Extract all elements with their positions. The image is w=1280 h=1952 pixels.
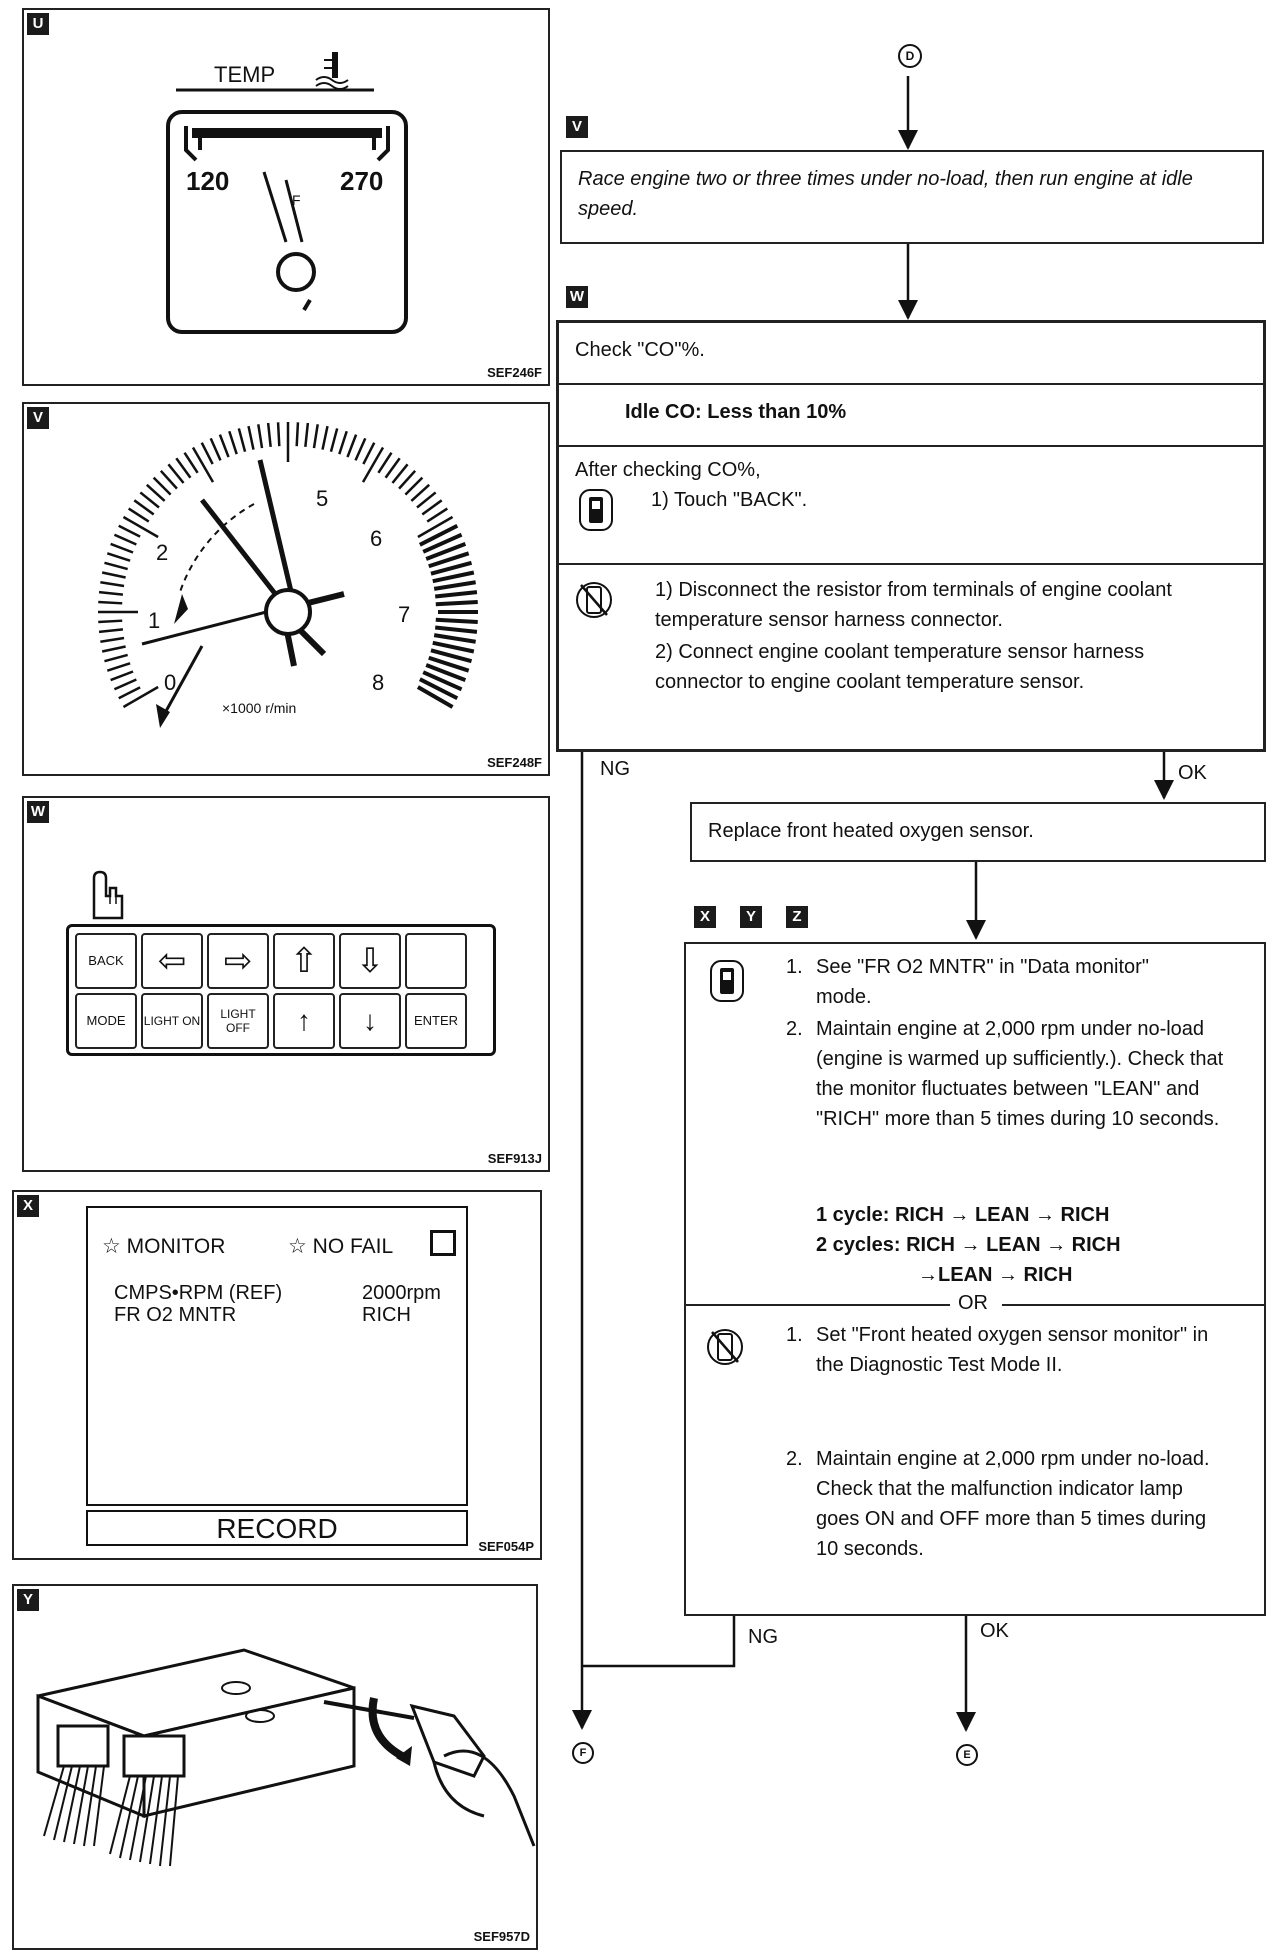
ok-label: OK: [1178, 762, 1207, 784]
mode-button[interactable]: MODE: [75, 993, 137, 1049]
temp-pointer-label: F: [292, 192, 301, 208]
no-tools-icon: [706, 1324, 744, 1370]
nonconsult-step-2: Maintain engine at 2,000 rpm under no-load. Check that the malfunction indicator lamp goes ON and OFF more than 5 times during 10 seconds.: [816, 1448, 1210, 1560]
consult-step-2: Maintain engine at 2,000 rpm under no-load (engine is warmed up sufficiently.). Check that the monitor fluctuates between "LEAN" and "RICH" more than 5 times during 10 seconds.: [816, 1018, 1224, 1130]
cycle-2-continued: →LEAN → RICH: [918, 1264, 1073, 1286]
light-on-button[interactable]: LIGHT ON: [141, 993, 203, 1049]
temp-scale-min: 120: [186, 166, 230, 196]
light-off-button[interactable]: LIGHT OFF: [207, 993, 269, 1049]
ng-label: NG: [748, 1626, 778, 1648]
nonconsult-step-1: Set "Front heated oxygen sensor monitor" in the Diagnostic Test Mode II.: [816, 1324, 1209, 1376]
monitor-row-label: CMPS•RPM (REF): [114, 1282, 283, 1304]
no-tools-icon: [575, 577, 613, 623]
monitor-row-value: RICH: [362, 1304, 411, 1326]
check-co-row: [559, 323, 1263, 385]
step-replace-sensor: [690, 802, 1266, 862]
left-arrow-button[interactable]: ⇦: [141, 933, 203, 989]
no-fail-heading: ☆ NO FAIL: [288, 1235, 394, 1258]
check-co-text: Check "CO"%.: [575, 339, 705, 361]
record-button[interactable]: RECORD: [86, 1510, 468, 1546]
panel-tag: V: [27, 407, 49, 429]
ng-label: NG: [600, 758, 630, 780]
panel-tag: U: [27, 13, 49, 35]
figure-code: SEF054P: [478, 1539, 534, 1554]
or-divider-line: [686, 1304, 950, 1306]
step-number: 2.: [786, 1018, 803, 1040]
disconnect-step: 1) Disconnect the resistor from terminals of engine coolant temperature sensor harness connector.: [655, 579, 1172, 631]
tach-tick-label: 0: [164, 670, 177, 695]
panel-tag: W: [27, 801, 49, 823]
connector-d: D: [898, 44, 922, 68]
step-tag: Z: [786, 906, 808, 928]
consult-tester-icon: [577, 487, 615, 533]
step-tag: W: [566, 286, 588, 308]
step-number: 1.: [786, 956, 803, 978]
tach-tick-label: 6: [370, 526, 383, 551]
tach-tick-label: 5: [316, 486, 329, 511]
back-button[interactable]: BACK: [75, 933, 137, 989]
or-label: OR: [958, 1292, 988, 1314]
panel-tag: X: [17, 1195, 39, 1217]
figure-code: SEF246F: [487, 365, 542, 380]
after-check-text: After checking CO%,: [575, 459, 761, 481]
up-arrow-button[interactable]: ⇧: [273, 933, 335, 989]
monitor-row-value: 2000rpm: [362, 1282, 441, 1304]
consult-step-1: See "FR O2 MNTR" in "Data monitor" mode.: [816, 956, 1149, 1008]
ok-label: OK: [980, 1620, 1009, 1642]
monitor-heading: ☆ MONITOR: [102, 1235, 226, 1258]
temp-scale-max: 270: [340, 166, 384, 196]
figure-code: SEF913J: [487, 1151, 542, 1166]
replace-text: Replace front heated oxygen sensor.: [708, 820, 1034, 842]
or-divider-line: [1002, 1304, 1264, 1306]
no-tools-row: [559, 563, 1263, 749]
step-number: 2.: [786, 1448, 803, 1470]
connect-step: 2) Connect engine coolant temperature sensor harness connector to engine coolant temperature sensor.: [655, 641, 1145, 693]
step-tag: Y: [740, 906, 762, 928]
cycle-1: 1 cycle: RICH → LEAN → RICH: [816, 1204, 1110, 1226]
after-check-row: [559, 445, 1263, 565]
consult-tester-icon: [708, 958, 746, 1004]
step-tag: V: [566, 116, 588, 138]
step-race-engine: [560, 150, 1264, 244]
tach-unit: ×1000 r/min: [222, 700, 297, 716]
temp-title: TEMP: [214, 62, 276, 87]
connector-e: E: [956, 1744, 978, 1766]
figure-code: SEF248F: [487, 755, 542, 770]
touch-back-text: 1) Touch "BACK".: [651, 489, 808, 511]
step-check-co: [556, 320, 1266, 752]
tach-tick-label: 1: [148, 608, 161, 633]
figure-code: SEF957D: [473, 1929, 530, 1944]
step-text: Race engine two or three times under no-load, then run engine at idle speed.: [578, 168, 1193, 220]
cycle-2: 2 cycles: RICH → LEAN → RICH: [816, 1234, 1121, 1256]
scroll-up-button[interactable]: ↑: [273, 993, 335, 1049]
connector-f: F: [572, 1742, 594, 1764]
step-number: 1.: [786, 1324, 803, 1346]
right-arrow-button[interactable]: ⇨: [207, 933, 269, 989]
step-tag: X: [694, 906, 716, 928]
down-arrow-button[interactable]: ⇩: [339, 933, 401, 989]
monitor-row-label: FR O2 MNTR: [114, 1304, 237, 1326]
tach-tick-label: 8: [372, 670, 385, 695]
idle-co-text: Idle CO: Less than 10%: [625, 401, 847, 423]
tach-tick-label: 2: [156, 540, 169, 565]
idle-co-row: [559, 383, 1263, 447]
panel-tag: Y: [17, 1589, 39, 1611]
enter-button[interactable]: ENTER: [405, 993, 467, 1049]
scroll-down-button[interactable]: ↓: [339, 993, 401, 1049]
step-check-o2-sensor: [684, 942, 1266, 1616]
tach-tick-label: 7: [398, 602, 411, 627]
